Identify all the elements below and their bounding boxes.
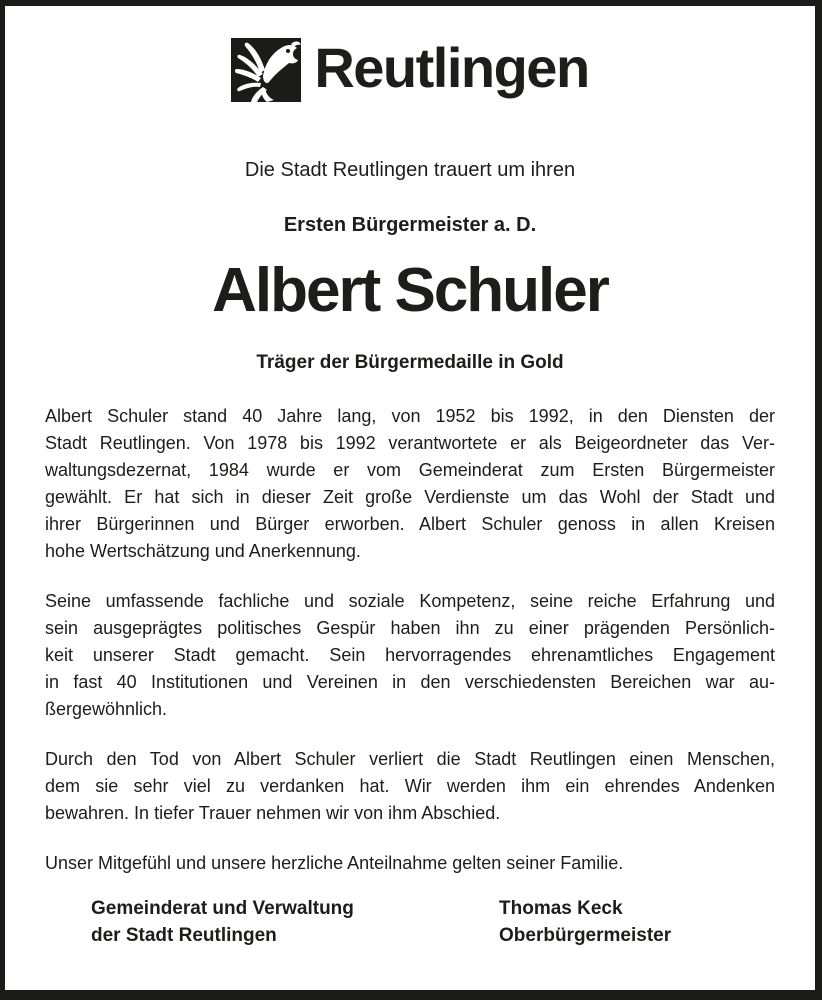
role-line: Ersten Bürgermeister a. D. (283, 214, 537, 236)
paragraph-line: hohe Wertschätzung und Anerkennung. (45, 541, 361, 561)
body-paragraphs (45, 403, 775, 877)
paragraph-line: Seine umfassende fachliche und soziale Kompetenz, seine reiche Erfahrung und (45, 591, 775, 611)
paragraph (45, 850, 775, 877)
paragraph (45, 746, 775, 827)
intro-line: Die Stadt Reutlingen trauert um ihren (244, 159, 576, 181)
signature-left (91, 895, 499, 949)
city-logo (45, 37, 775, 103)
paragraph-line: Unser Mitgefühl und unsere herzliche Anteilnahme gelten seiner Familie. (45, 853, 624, 873)
paragraph (45, 403, 775, 565)
city-wordmark: Reutlingen (314, 36, 589, 99)
signature-right-line1: Thomas Keck (499, 898, 623, 919)
paragraph-line: ihrer Bürgerinnen und Bürger erworben. Albert Schuler genoss in allen Kreisen (45, 514, 775, 534)
paragraph-line: ßergewöhnlich. (45, 699, 168, 719)
notice-content (5, 37, 815, 1000)
reutlingen-eagle-icon (231, 38, 301, 102)
paragraph-line: Albert Schuler stand 40 Jahre lang, von 1952 bis 1992, in den Diensten der (45, 406, 775, 426)
paragraph-line: Durch den Tod von Albert Schuler verliert die Stadt Reutlingen einen Menschen, (45, 749, 775, 769)
signature-block (45, 895, 775, 949)
signature-left-line1: Gemeinderat und Verwaltung (91, 898, 354, 919)
paragraph (45, 588, 775, 723)
paragraph-line: waltungsdezernat, 1984 wurde er vom Gemeinderat zum Ersten Bürgermeister (45, 460, 775, 480)
deceased-name: Albert Schuler (212, 256, 608, 325)
paragraph-line: gewählt. Er hat sich in dieser Zeit große Verdienste um das Wohl der Stadt und (45, 487, 775, 507)
paragraph-line: Stadt Reutlingen. Von 1978 bis 1992 verantwortete er als Beigeordneter das Ver- (45, 433, 775, 453)
signature-right-line2: Oberbürgermeister (499, 925, 672, 946)
paragraph-line: bewahren. In tiefer Trauer nehmen wir von ihm Abschied. (45, 803, 501, 823)
honor-line: Träger der Bürgermedaille in Gold (256, 352, 564, 373)
paragraph-line: dem sie sehr viel zu verdanken hat. Wir werden ihm ein ehrendes Andenken (45, 776, 775, 796)
paragraph-line: in fast 40 Institutionen und Vereinen in den verschiedensten Bereichen war au- (45, 672, 775, 692)
signature-left-line2: der Stadt Reutlingen (91, 925, 277, 946)
signature-right (499, 895, 775, 949)
paragraph-line: sein ausgeprägtes politisches Gespür haben ihn zu einer prägenden Persönlich- (45, 618, 775, 638)
paragraph-line: keit unserer Stadt gemacht. Sein hervorragendes ehrenamtliches Engagement (45, 645, 775, 665)
